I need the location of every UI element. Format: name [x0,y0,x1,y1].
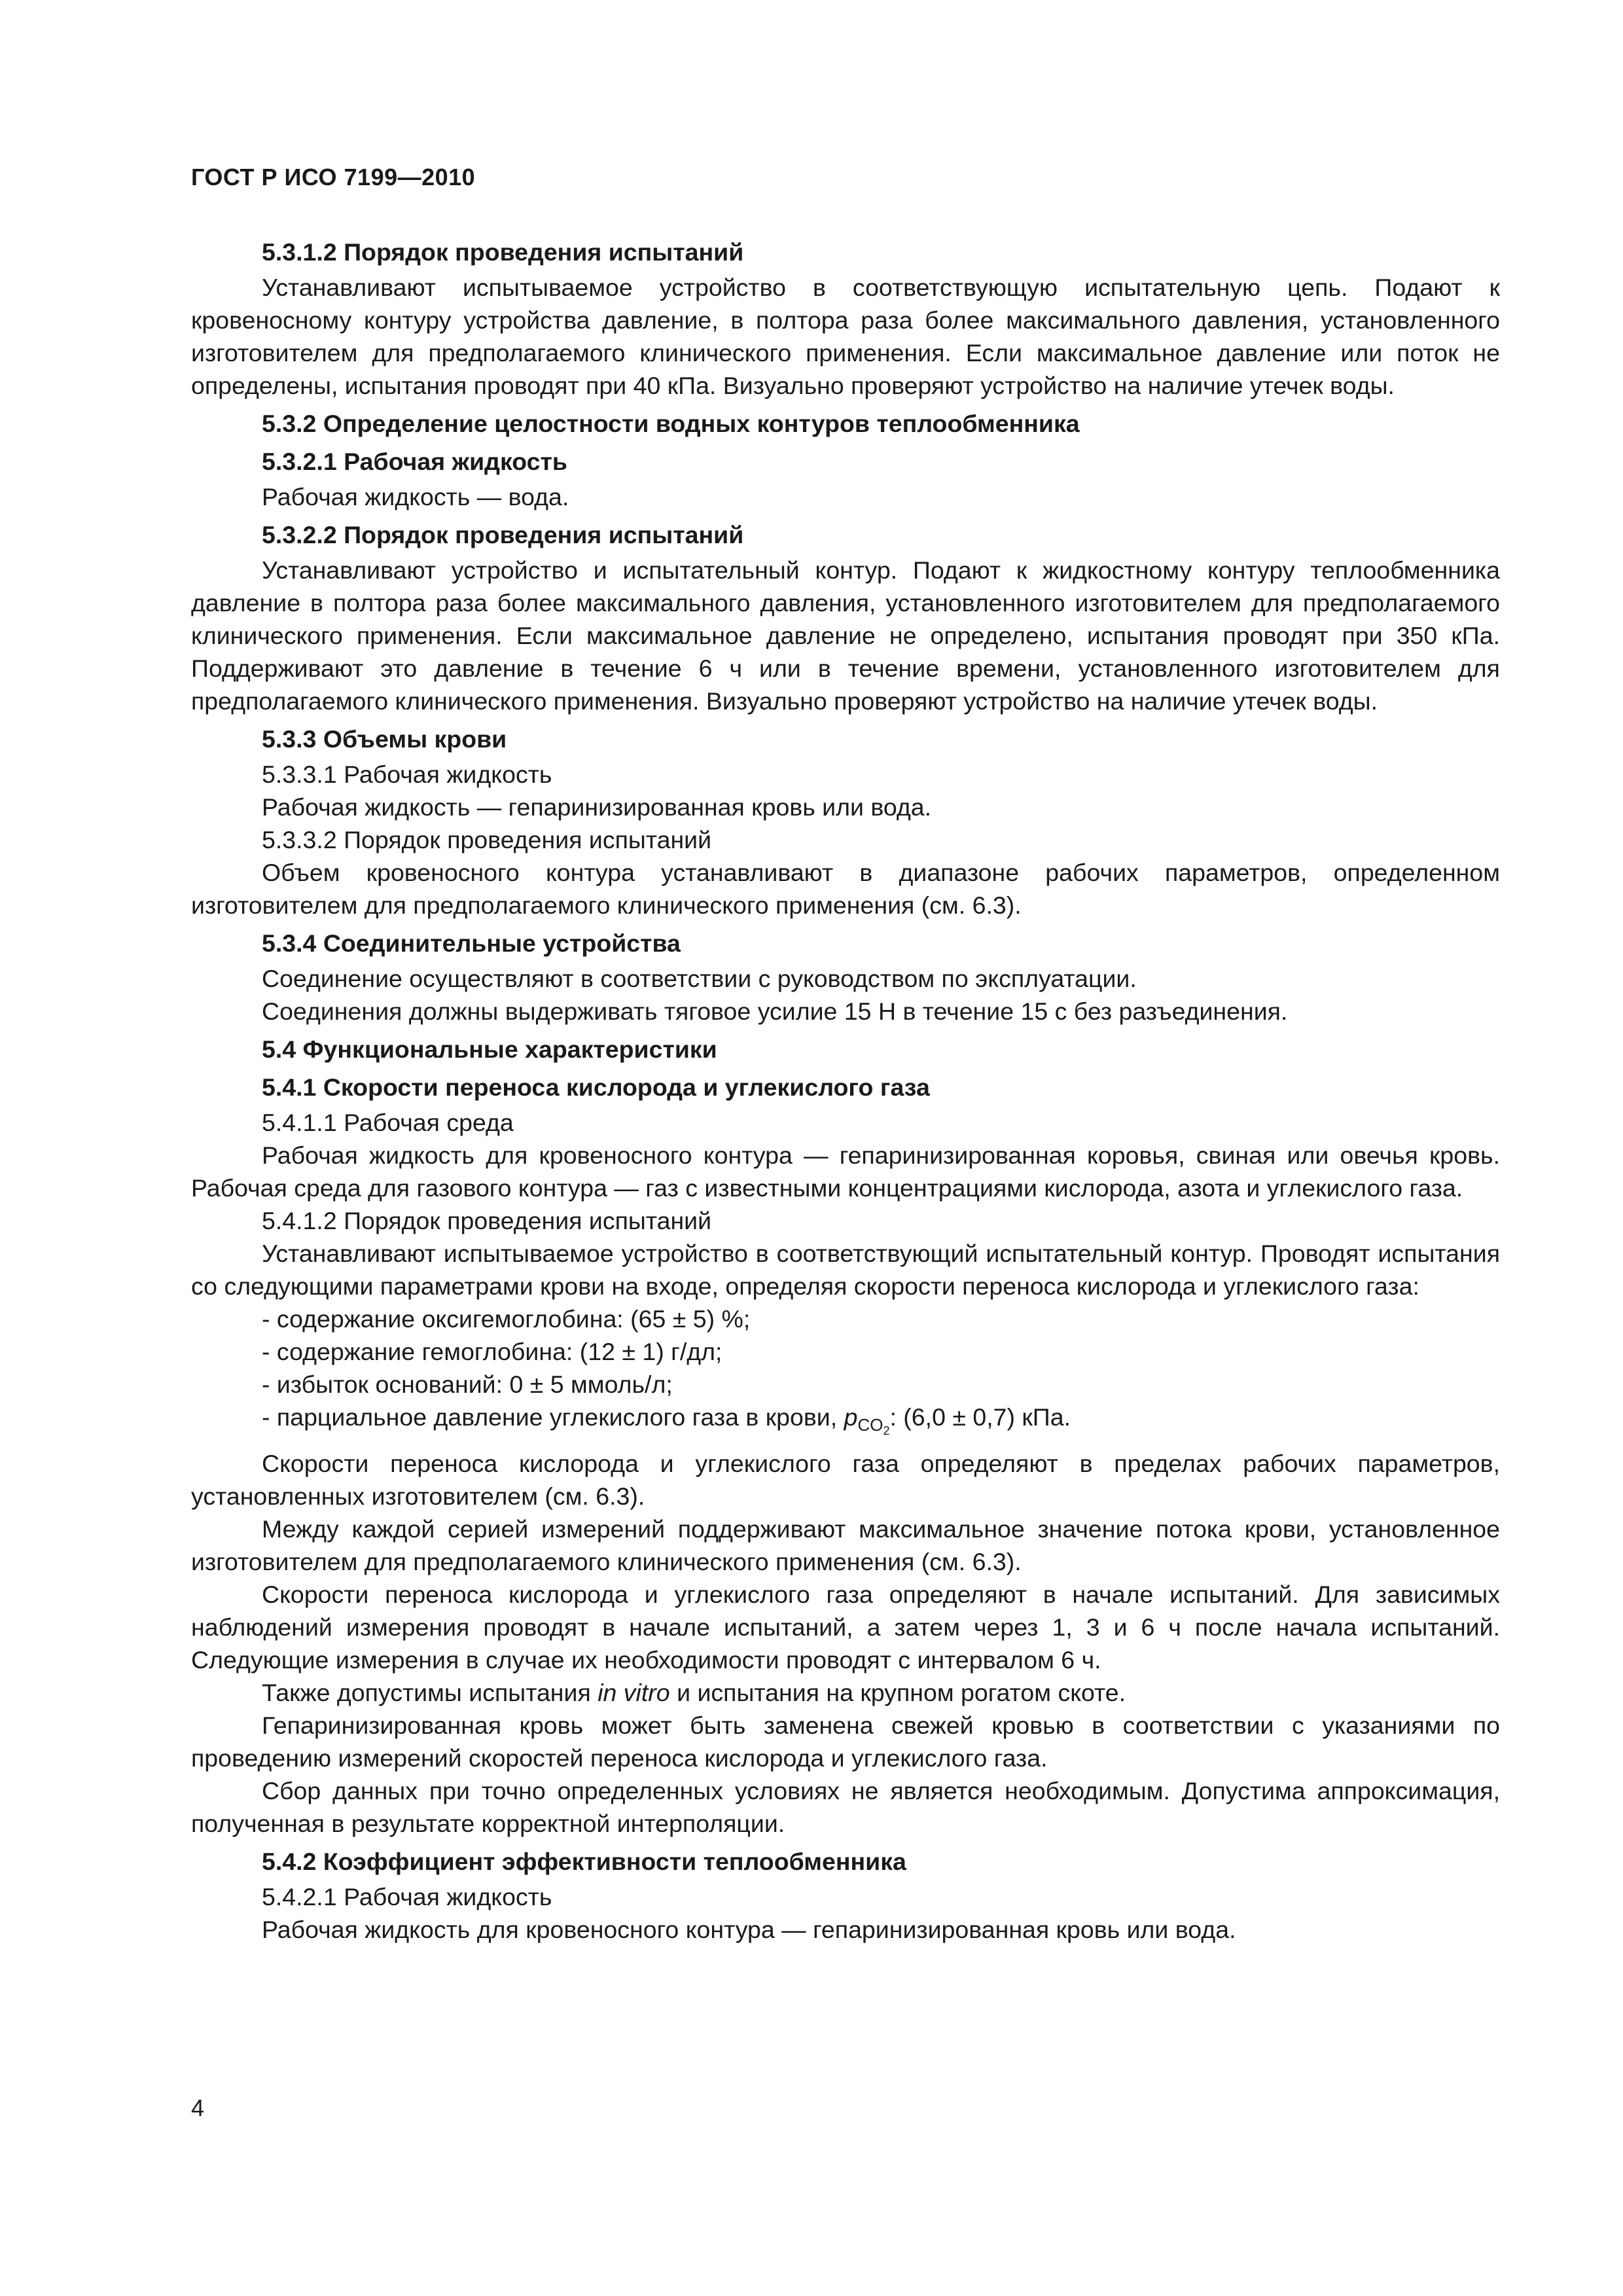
pco2-subscript [857,1415,889,1435]
section-heading: 5.3.3 Объемы крови [262,725,507,753]
section-heading: 5.3.2.2 Порядок проведения испытаний [262,521,744,548]
pco2-subscript-co: CO [857,1415,883,1435]
paragraph: Гепаринизированная кровь может быть заменена свежей кровью в соответствии с указаниями по проведению измерений скоростей переноса кислорода и углекислого газа. [191,1712,1500,1772]
paragraph: Объем кровеносного контура устанавливают в диапазоне рабочих параметров, определенном изготовителем для предполагаемого клинического применения (см. 6.3). [191,859,1500,919]
paragraph: Соединения должны выдерживать тяговое усилие 15 Н в течение 15 с без разъединения. [262,997,1288,1025]
paragraph: Рабочая жидкость — гепаринизированная кровь или вода. [262,793,932,821]
pco2-symbol: p [844,1403,858,1431]
list-item: - содержание оксигемоглобина: (65 ± 5) %; [262,1305,751,1333]
paragraph-text: Также допустимы испытания [262,1679,598,1706]
paragraph-text: и испытания на крупном рогатом скоте. [669,1679,1126,1706]
list-item: - содержание гемоглобина: (12 ± 1) г/дл; [262,1338,722,1365]
paragraph: Скорости переноса кислорода и углекислого газа определяют в начале испытаний. Для зависимых наблюдений измерения проводят в начале испытаний, а затем через 1, 3 и 6 ч после начала испытаний. Следующие измерения в случае их необходимости проводят с интервалом 6 ч. [191,1581,1500,1674]
section-heading: 5.3.2 Определение целостности водных контуров теплообменника [262,410,1080,437]
paragraph: Устанавливают испытываемое устройство в соответствующую испытательную цепь. Подают к кровеносному контуру устройства давление, в полтора раза более максимального давления, установленного изготовителем для предполагаемого клинического применения. Если максимальное давление или поток не определены, испытания проводят при 40 кПа. Визуально проверяют устройство на наличие утечек воды. [191,274,1500,399]
paragraph: Соединение осуществляют в соответствии с руководством по эксплуатации. [262,965,1137,992]
list-item-value: : (6,0 ± 0,7) кПа. [889,1403,1071,1431]
paragraph: Сбор данных при точно определенных условиях не является необходимым. Допустима аппроксимация, полученная в результате корректной интерполяции. [191,1777,1500,1837]
section-heading: 5.4.2 Коэффициент эффективности теплообменника [262,1848,906,1875]
document-header: ГОСТ Р ИСО 7199—2010 [191,164,476,190]
paragraph: Скорости переноса кислорода и углекислого газа определяют в пределах рабочих параметров, установленных изготовителем (см. 6.3). [191,1450,1500,1510]
section-heading: 5.4 Функциональные характеристики [262,1035,717,1063]
section-heading: 5.3.4 Соединительные устройства [262,929,681,957]
italic-term: in vitro [597,1679,670,1706]
subsection-label: 5.4.1.1 Рабочая среда [262,1109,514,1136]
document-body [191,230,1500,1946]
section-heading: 5.3.2.1 Рабочая жидкость [262,448,567,475]
paragraph: Между каждой серией измерений поддерживают максимальное значение потока крови, установленное изготовителем для предполагаемого клинического применения (см. 6.3). [191,1515,1500,1575]
pco2-subscript-2: 2 [883,1424,890,1437]
paragraph: Рабочая жидкость — вода. [262,483,569,511]
section-heading: 5.3.1.2 Порядок проведения испытаний [262,238,744,266]
paragraph: Устанавливают устройство и испытательный контур. Подают к жидкостному контуру теплообменника давление в полтора раза более максимального давления, установленного изготовителем для предполагаемого клинического применения. Если максимальное давление не определено, испытания проводят при 350 кПа. Поддерживают это давление в течение 6 ч или в течение времени, установленного изготовителем для предполагаемого клинического применения. Визуально проверяют устройство на наличие утечек воды. [191,556,1500,715]
paragraph: Устанавливают испытываемое устройство в соответствующий испытательный контур. Проводят испытания со следующими параметрами крови на входе, определяя скорости переноса кислорода и углекислого газа: [191,1240,1500,1300]
paragraph: Рабочая жидкость для кровеносного контура — гепаринизированная коровья, свиная или овечья кровь. Рабочая среда для газового контура — газ с известными концентрациями кислорода, азота и углекислого газа. [191,1141,1500,1202]
page-number: 4 [191,2094,205,2121]
subsection-label: 5.4.2.1 Рабочая жидкость [262,1883,552,1910]
paragraph: Рабочая жидкость для кровеносного контура — гепаринизированная кровь или вода. [262,1916,1236,1943]
paragraph [191,1676,1500,1709]
subsection-label: 5.3.3.1 Рабочая жидкость [262,761,552,788]
subsection-label: 5.3.3.2 Порядок проведения испытаний [262,826,712,853]
list-item [191,1401,1500,1447]
section-heading: 5.4.1 Скорости переноса кислорода и углекислого газа [262,1073,930,1101]
list-item: - избыток оснований: 0 ± 5 ммоль/л; [262,1371,673,1398]
subsection-label: 5.4.1.2 Порядок проведения испытаний [262,1207,712,1234]
list-item-text: - парциальное давление углекислого газа в крови, [262,1403,844,1431]
